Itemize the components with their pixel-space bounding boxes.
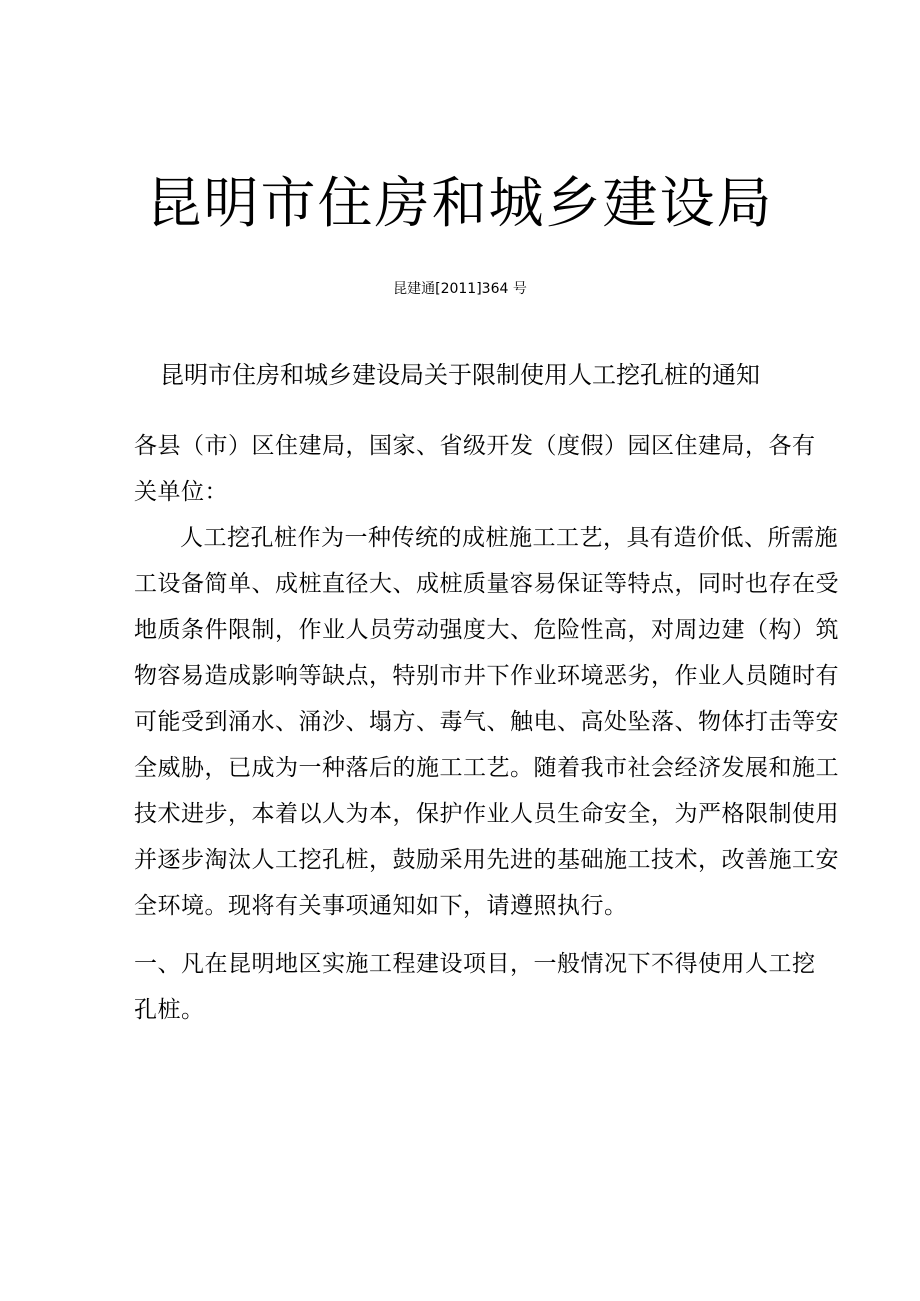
paragraph-line: 工设备简单、成桩直径大、成桩质量容易保证等特点，同时也存在受 (134, 571, 839, 597)
document-number: 昆建通[2011]364 号 (393, 281, 527, 297)
paragraph-line: 并逐步淘汰人工挖孔桩，鼓励采用先进的基础施工技术，改善施工安 (134, 847, 839, 873)
paragraph-line: 全环境。现将有关事项通知如下，请遵照执行。 (134, 893, 628, 919)
paragraph-line: 全威胁，已成为一种落后的施工工艺。随着我市社会经济发展和施工 (134, 755, 839, 781)
paragraph-line: 物容易造成影响等缺点，特别市井下作业环境恶劣，作业人员随时有 (134, 663, 839, 689)
salutation-line: 关单位： (134, 479, 228, 505)
numbered-item-1 (134, 941, 816, 1033)
salutation (134, 423, 816, 515)
paragraph-line: 地质条件限制，作业人员劳动强度大、危险性高，对周边建（构）筑 (134, 617, 839, 643)
notice-title: 昆明市住房和城乡建设局关于限制使用人工挖孔桩的通知 (160, 361, 760, 389)
body-paragraph (134, 515, 839, 929)
organization-title: 昆明市住房和城乡建设局 (146, 171, 774, 235)
salutation-line: 各县（市）区住建局，国家、省级开发（度假）园区住建局，各有 (134, 433, 816, 459)
item-line: 孔桩。 (134, 997, 205, 1023)
paragraph-line: 可能受到涌水、涌沙、塌方、毒气、触电、高处坠落、物体打击等安 (134, 709, 839, 735)
item-line: 一、凡在昆明地区实施工程建设项目，一般情况下不得使用人工挖 (134, 951, 816, 977)
paragraph-line: 人工挖孔桩作为一种传统的成桩施工工艺，具有造价低、所需施 (180, 525, 838, 551)
paragraph-line: 技术进步，本着以人为本，保护作业人员生命安全，为严格限制使用 (134, 801, 839, 827)
